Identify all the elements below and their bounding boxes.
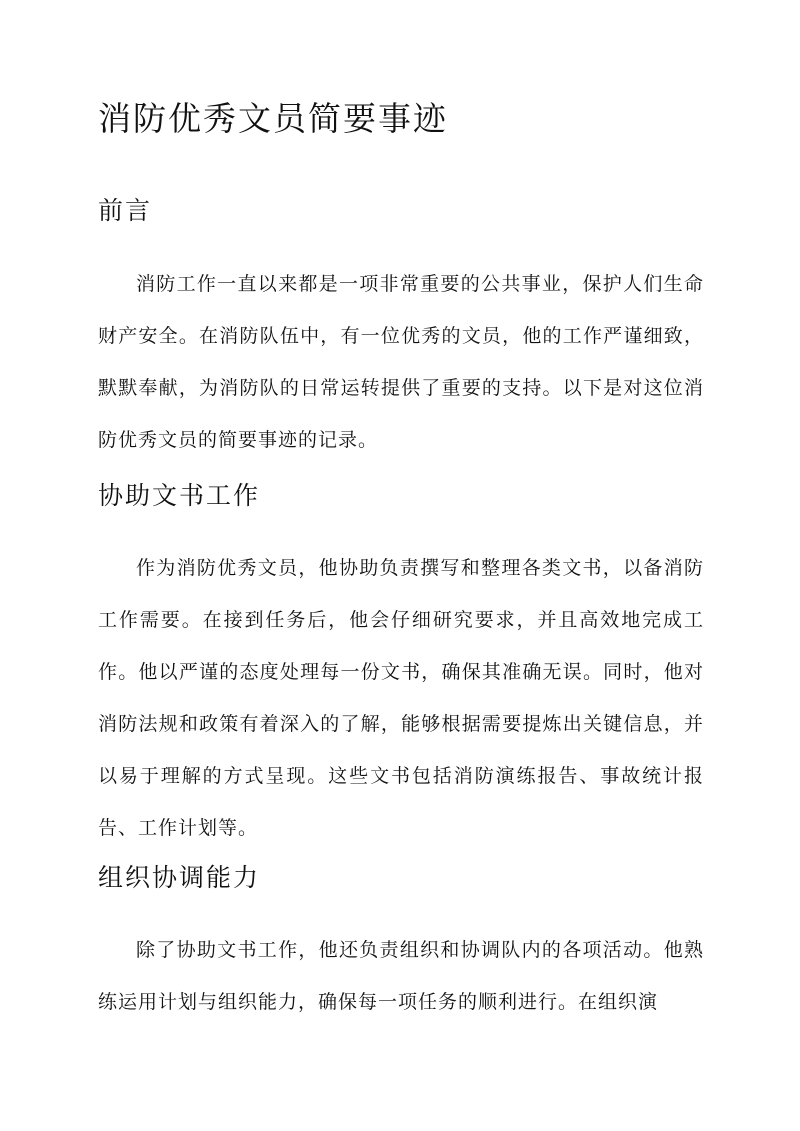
section-heading-document-work: 协助文书工作 — [98, 481, 261, 510]
section-paragraph-preface: 消防工作一直以来都是一项非常重要的公共事业，保护人们生命财产安全。在消防队伍中，有一位优秀的文员，他的工作严谨细致，默默奉献，为消防队的日常运转提供了重要的支持。以下是对这位消防优秀文员的简要事迹的记录。 — [98, 273, 704, 451]
section-heading-preface: 前言 — [98, 196, 153, 225]
section-paragraph-coordination: 除了协助文书工作，他还负责组织和协调队内的各项活动。他熟练运用计划与组织能力，确保每一项任务的顺利进行。在组织演 — [98, 939, 704, 1013]
section-paragraph-document-work: 作为消防优秀文员，他协助负责撰写和整理各类文书，以备消防工作需要。在接到任务后，他会仔细研究要求，并且高效地完成工作。他以严谨的态度处理每一份文书，确保其准确无误。同时，他对消防法规和政策有着深入的了解，能够根据需要提炼出关键信息，并以易于理解的方式呈现。这些文书包括消防演练报告、事故统计报告、工作计划等。 — [98, 557, 704, 839]
document-title: 消防优秀文员简要事迹 — [98, 99, 448, 138]
section-heading-coordination: 组织协调能力 — [98, 863, 261, 892]
